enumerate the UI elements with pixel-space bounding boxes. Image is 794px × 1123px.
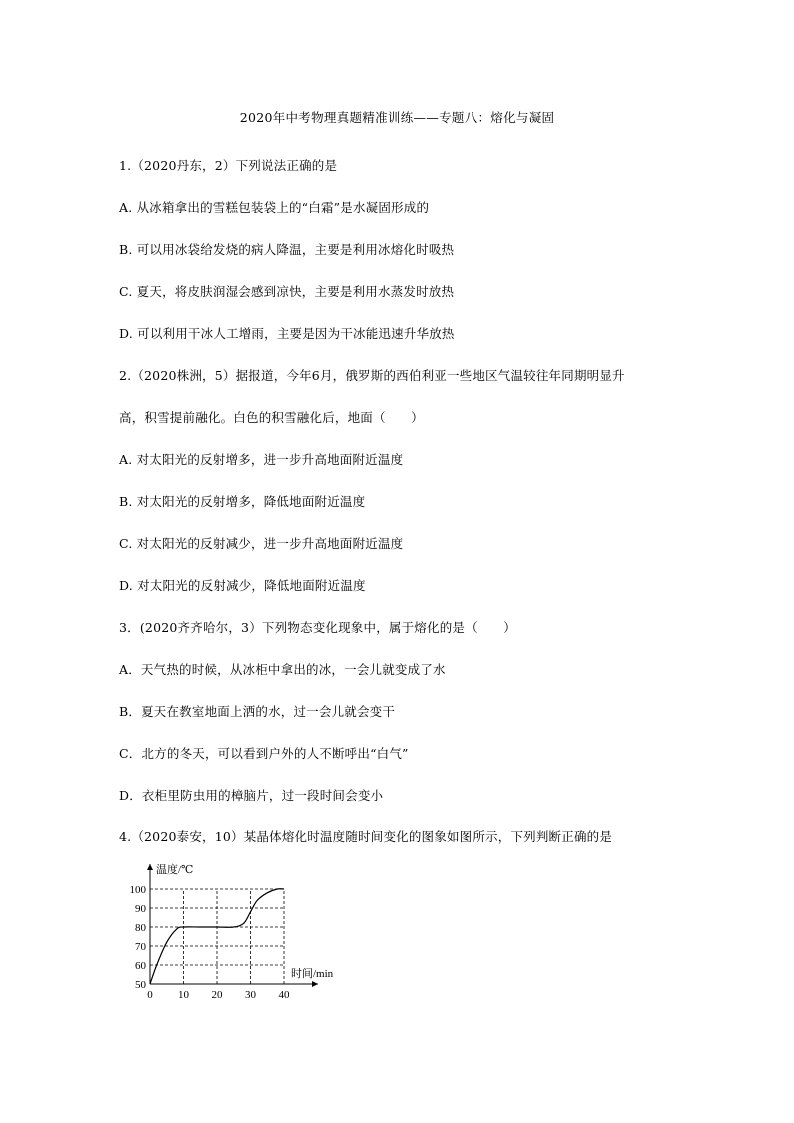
chart-ticks	[130, 884, 291, 1001]
text-line: B. 可以用冰袋给发烧的病人降温，主要是利用冰熔化时吸热	[119, 242, 455, 257]
text-line: 4.（2020泰安，10）某晶体熔化时温度随时间变化的图象如图所示，下列判断正确的是	[119, 829, 613, 844]
text-line: 高，积雪提前融化。白色的积雪融化后，地面（ ）	[119, 410, 424, 425]
x-tick-label: 20	[211, 989, 223, 1001]
y-tick-label: 90	[135, 903, 146, 915]
text-line: 1.（2020丹东，2）下列说法正确的是	[119, 158, 338, 173]
text-line: D. 可以利用干冰人工增雨，主要是因为干冰能迅速升华放热	[119, 326, 455, 341]
text-line: A. 从冰箱拿出的雪糕包装袋上的“白霜”是水凝固形成的	[119, 200, 430, 215]
text-line: B. 对太阳光的反射增多，降低地面附近温度	[119, 494, 366, 509]
text-line: 2.（2020株洲，5）据报道，今年6月，俄罗斯的西伯利亚一些地区气温较往年同期明显升	[119, 368, 625, 383]
text-line: D．衣柜里防虫用的樟脑片，过一段时间会变小	[119, 788, 384, 803]
x-axis-label: 时间/min	[291, 968, 334, 980]
text-line: C. 夏天，将皮肤润湿会感到凉快，主要是利用水蒸发时放热	[119, 284, 455, 299]
document-title: 2020年中考物理真题精准训练——专题八：熔化与凝固	[239, 110, 555, 125]
text-line: A．天气热的时候，从冰柜中拿出的冰，一会儿就变成了水	[119, 662, 446, 677]
text-line: D. 对太阳光的反射减少，降低地面附近温度	[119, 578, 366, 593]
x-tick-label: 30	[245, 989, 256, 1001]
y-axis-label: 温度/℃	[156, 864, 194, 876]
x-tick-label: 40	[278, 989, 290, 1001]
y-tick-label: 60	[135, 960, 146, 972]
text-line: C．北方的冬天，可以看到户外的人不断呼出“白气”	[119, 746, 409, 761]
y-axis-arrow	[147, 864, 153, 870]
text-line: C. 对太阳光的反射减少，进一步升高地面附近温度	[119, 536, 404, 551]
x-axis-arrow	[312, 981, 318, 987]
x-tick-label: 10	[178, 989, 189, 1001]
temperature-time-chart	[118, 856, 368, 1006]
text-line: B．夏天在教室地面上洒的水，过一会儿就会变干	[119, 704, 396, 719]
x-tick-label: 0	[147, 989, 153, 1001]
y-tick-label: 80	[135, 922, 146, 934]
y-tick-label: 100	[129, 884, 146, 896]
text-line: 3．(2020齐齐哈尔，3）下列物态变化现象中，属于熔化的是（ ）	[119, 620, 516, 635]
y-tick-label: 50	[135, 979, 146, 991]
y-tick-label: 70	[135, 941, 146, 953]
text-line: A. 对太阳光的反射增多，进一步升高地面附近温度	[119, 452, 404, 467]
